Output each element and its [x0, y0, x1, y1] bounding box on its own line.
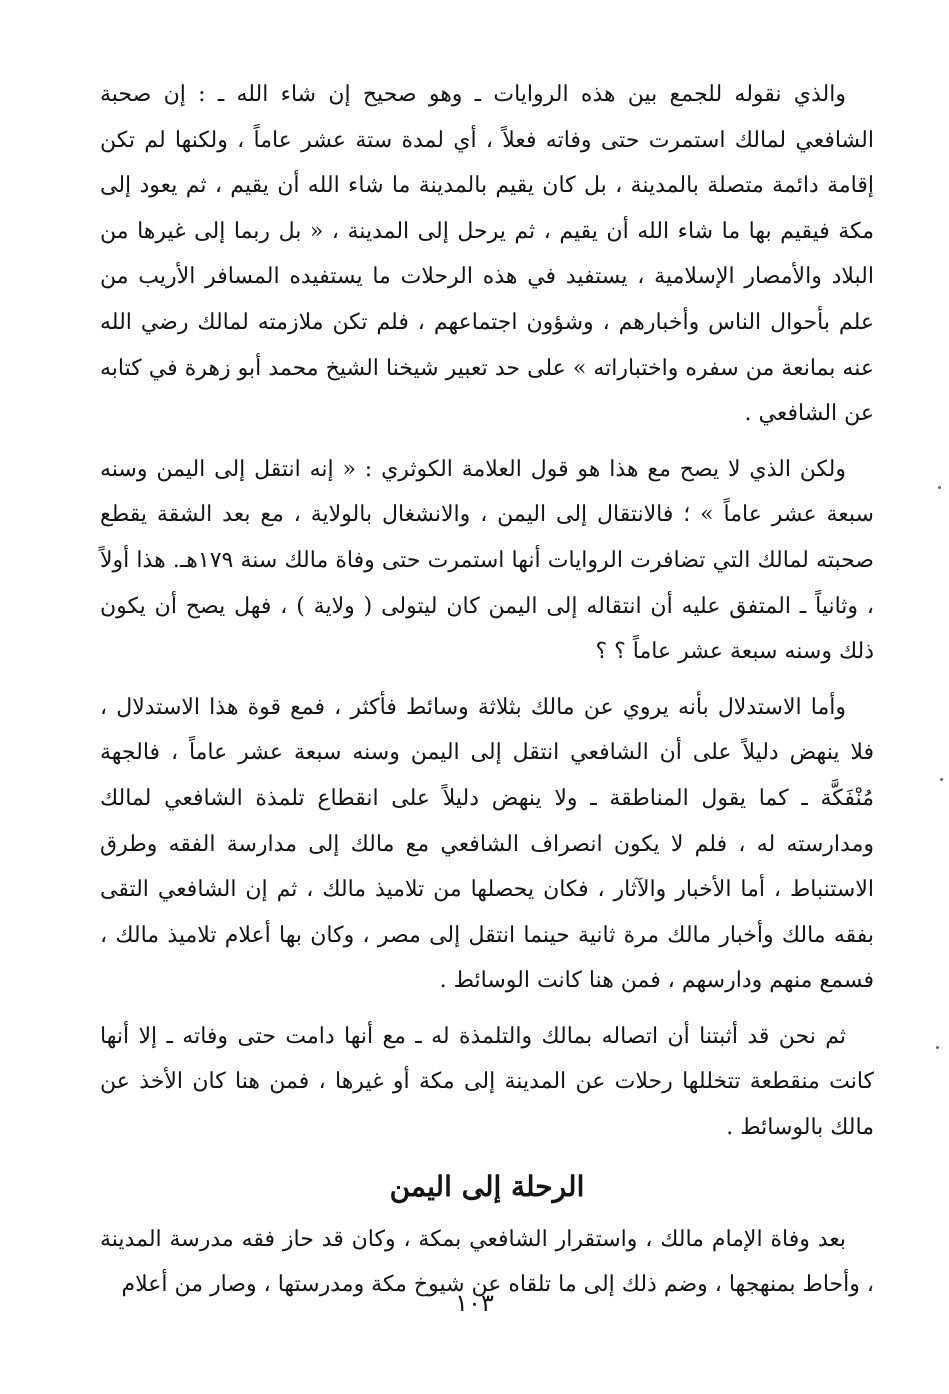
body-text: [100, 72, 874, 1318]
paragraph-1: والذي نقوله للجمع بين هذه الروايات ـ وهو صحيح إن شاء الله ـ : إن صحبة الشافعي لمالك استمرت حتى وفاته فعلاً ، أي لمدة ستة عشر عاماً ، ولكنها لم تكن إقامة دائمة متصلة بالمدينة ، بل كان يقيم بالمدينة ما شاء الله أن يقيم ، ثم يعود إلى مكة فيقيم بها ما شاء الله أن يقيم ، ثم يرحل إلى المدينة ، « بل ربما إلى غيرها من البلاد والأمصار الإسلامية ، يستفيد في هذه الرحلات ما يستفيده المسافر الأريب من علم بأحوال الناس وأخبارهم ، وشؤون اجتماعهم ، فلم تكن ملازمته لمالك رضي الله عنه بمانعة من سفره واختباراته » على حد تعبير شيخنا الشيخ محمد أبو زهرة في كتابه عن الشافعي .: [100, 82, 874, 427]
scan-speck: [938, 486, 941, 489]
section-heading: الرحلة إلى اليمن: [389, 1169, 585, 1203]
paragraph-5: بعد وفاة الإمام مالك ، واستقرار الشافعي بمكة ، وكان قد حاز فقه مدرسة المدينة ، وأحاط بمنهجها ، وضم ذلك إلى ما تلقاه عن شيوخ مكة ومدرستها ، وصار من أعلام: [100, 1226, 874, 1298]
paragraph-3: وأما الاستدلال بأنه يروي عن مالك بثلاثة وسائط فأكثر ، فمع قوة هذا الاستدلال ، فلا ينهض دليلاً على أن الشافعي انتقل إلى اليمن وسنه سبعة عشر عاماً ، فالجهة مُنْفَكَّة ـ كما يقول المناطقة ـ ولا ينهض دليلاً على انقطاع تلمذة الشافعي لمالك ومدارسته له ، فلم لا يكون انصراف الشافعي مع مالك إلى مدارسة الفقه وطرق الاستنباط ، أما الأخبار والآثار ، فكان يحصلها من تلاميذ مالك ، ثم إن الشافعي التقى بفقه مالك وأخبار مالك مرة ثانية حينما انتقل إلى مصر ، وكان بها أعلام تلاميذ مالك ، فسمع منهم ودارسهم ، فمن هنا كانت الوسائط .: [100, 694, 874, 994]
scan-speck: [936, 1046, 939, 1049]
page-number: ١٠٣: [455, 1289, 494, 1317]
scan-speck: [940, 778, 943, 781]
paragraph-2: ولكن الذي لا يصح مع هذا هو قول العلامة الكوثري : « إنه انتقل إلى اليمن وسنه سبعة عشر عاماً » ؛ فالانتقال إلى اليمن ، والانشغال بالولاية ، مع بعد الشقة يقطع صحبته لمالك التي تضافرت الروايات أنها استمرت حتى وفاة مالك سنة ١٧٩هـ. هذا أولاً ، وثانياً ـ المتفق عليه أن انتقاله إلى اليمن كان ليتولى ( ولاية ) ، فهل يصح أن يكون ذلك وسنه سبعة عشر عاماً ؟ ؟: [100, 456, 874, 665]
paragraph-4: ثم نحن قد أثبتنا أن اتصاله بمالك والتلمذة له ـ مع أنها دامت حتى وفاته ـ إلا أنها كانت منقطعة تتخللها رحلات عن المدينة إلى مكة أو غيرها ، فمن هنا كان الأخذ عن مالك بالوسائط .: [100, 1023, 874, 1141]
